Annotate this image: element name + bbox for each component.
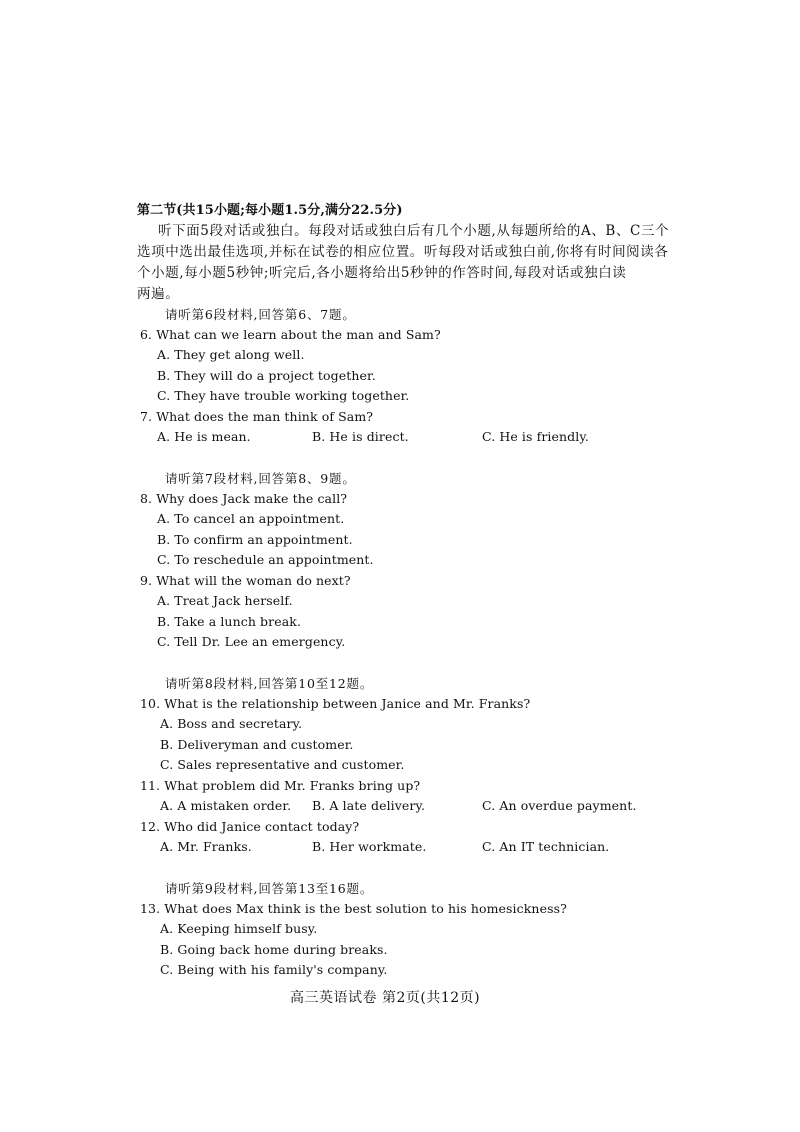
answer-option: A. They get along well. bbox=[157, 347, 305, 362]
material-instruction: 请听第7段材料,回答第8、9题。 bbox=[165, 471, 356, 486]
answer-option: A. A mistaken order. bbox=[160, 798, 292, 813]
instruction-line: 个小题,每小题5秒钟;听完后,各小题将给出5秒钟的作答时间,每段对话或独白读 bbox=[137, 265, 627, 281]
answer-option: B. Take a lunch break. bbox=[157, 614, 302, 629]
instruction-line: 两遍。 bbox=[137, 286, 180, 302]
page-footer: 高三英语试卷 第2页(共12页) bbox=[290, 990, 481, 1006]
answer-option: A. Keeping himself busy. bbox=[160, 921, 318, 936]
question-stem: 6. What can we learn about the man and Sam? bbox=[140, 327, 441, 342]
answer-option: C. An IT technician. bbox=[482, 839, 610, 854]
answer-option: A. Treat Jack herself. bbox=[157, 593, 293, 608]
material-instruction: 请听第8段材料,回答第10至12题。 bbox=[165, 676, 374, 691]
question-stem: 8. Why does Jack make the call? bbox=[140, 491, 348, 506]
answer-option: C. To reschedule an appointment. bbox=[157, 552, 374, 567]
question-stem: 11. What problem did Mr. Franks bring up? bbox=[140, 778, 421, 793]
answer-option: A. He is mean. bbox=[157, 429, 251, 444]
answer-option: B. Her workmate. bbox=[312, 839, 427, 854]
answer-option: B. They will do a project together. bbox=[157, 368, 376, 383]
answer-option: A. Mr. Franks. bbox=[160, 839, 252, 854]
question-stem: 10. What is the relationship between Janice and Mr. Franks? bbox=[140, 696, 531, 711]
answer-option: C. He is friendly. bbox=[482, 429, 589, 444]
instruction-line: 听下面5段对话或独白。每段对话或独白后有几个小题,从每题所给的A、B、C三个 bbox=[158, 223, 670, 239]
answer-option: C. They have trouble working together. bbox=[157, 388, 410, 403]
instruction-line: 选项中选出最佳选项,并标在试卷的相应位置。听每段对话或独白前,你将有时间阅读各 bbox=[137, 244, 669, 260]
question-stem: 9. What will the woman do next? bbox=[140, 573, 351, 588]
answer-option: A. Boss and secretary. bbox=[160, 716, 303, 731]
material-instruction: 请听第6段材料,回答第6、7题。 bbox=[165, 307, 356, 322]
answer-option: B. To confirm an appointment. bbox=[157, 532, 353, 547]
answer-option: B. He is direct. bbox=[312, 429, 409, 444]
material-instruction: 请听第9段材料,回答第13至16题。 bbox=[165, 881, 374, 896]
question-stem: 12. Who did Janice contact today? bbox=[140, 819, 360, 834]
answer-option: B. A late delivery. bbox=[312, 798, 426, 813]
section-heading: 第二节(共15小题;每小题1.5分,满分22.5分) bbox=[137, 203, 403, 218]
answer-option: A. To cancel an appointment. bbox=[157, 511, 345, 526]
answer-option: C. An overdue payment. bbox=[482, 798, 637, 813]
answer-option: B. Going back home during breaks. bbox=[160, 942, 388, 957]
answer-option: C. Tell Dr. Lee an emergency. bbox=[157, 634, 346, 649]
question-stem: 13. What does Max think is the best solution to his homesickness? bbox=[140, 901, 567, 916]
answer-option: B. Deliveryman and customer. bbox=[160, 737, 354, 752]
question-stem: 7. What does the man think of Sam? bbox=[140, 409, 374, 424]
answer-option: C. Sales representative and customer. bbox=[160, 757, 405, 772]
answer-option: C. Being with his family's company. bbox=[160, 962, 388, 977]
